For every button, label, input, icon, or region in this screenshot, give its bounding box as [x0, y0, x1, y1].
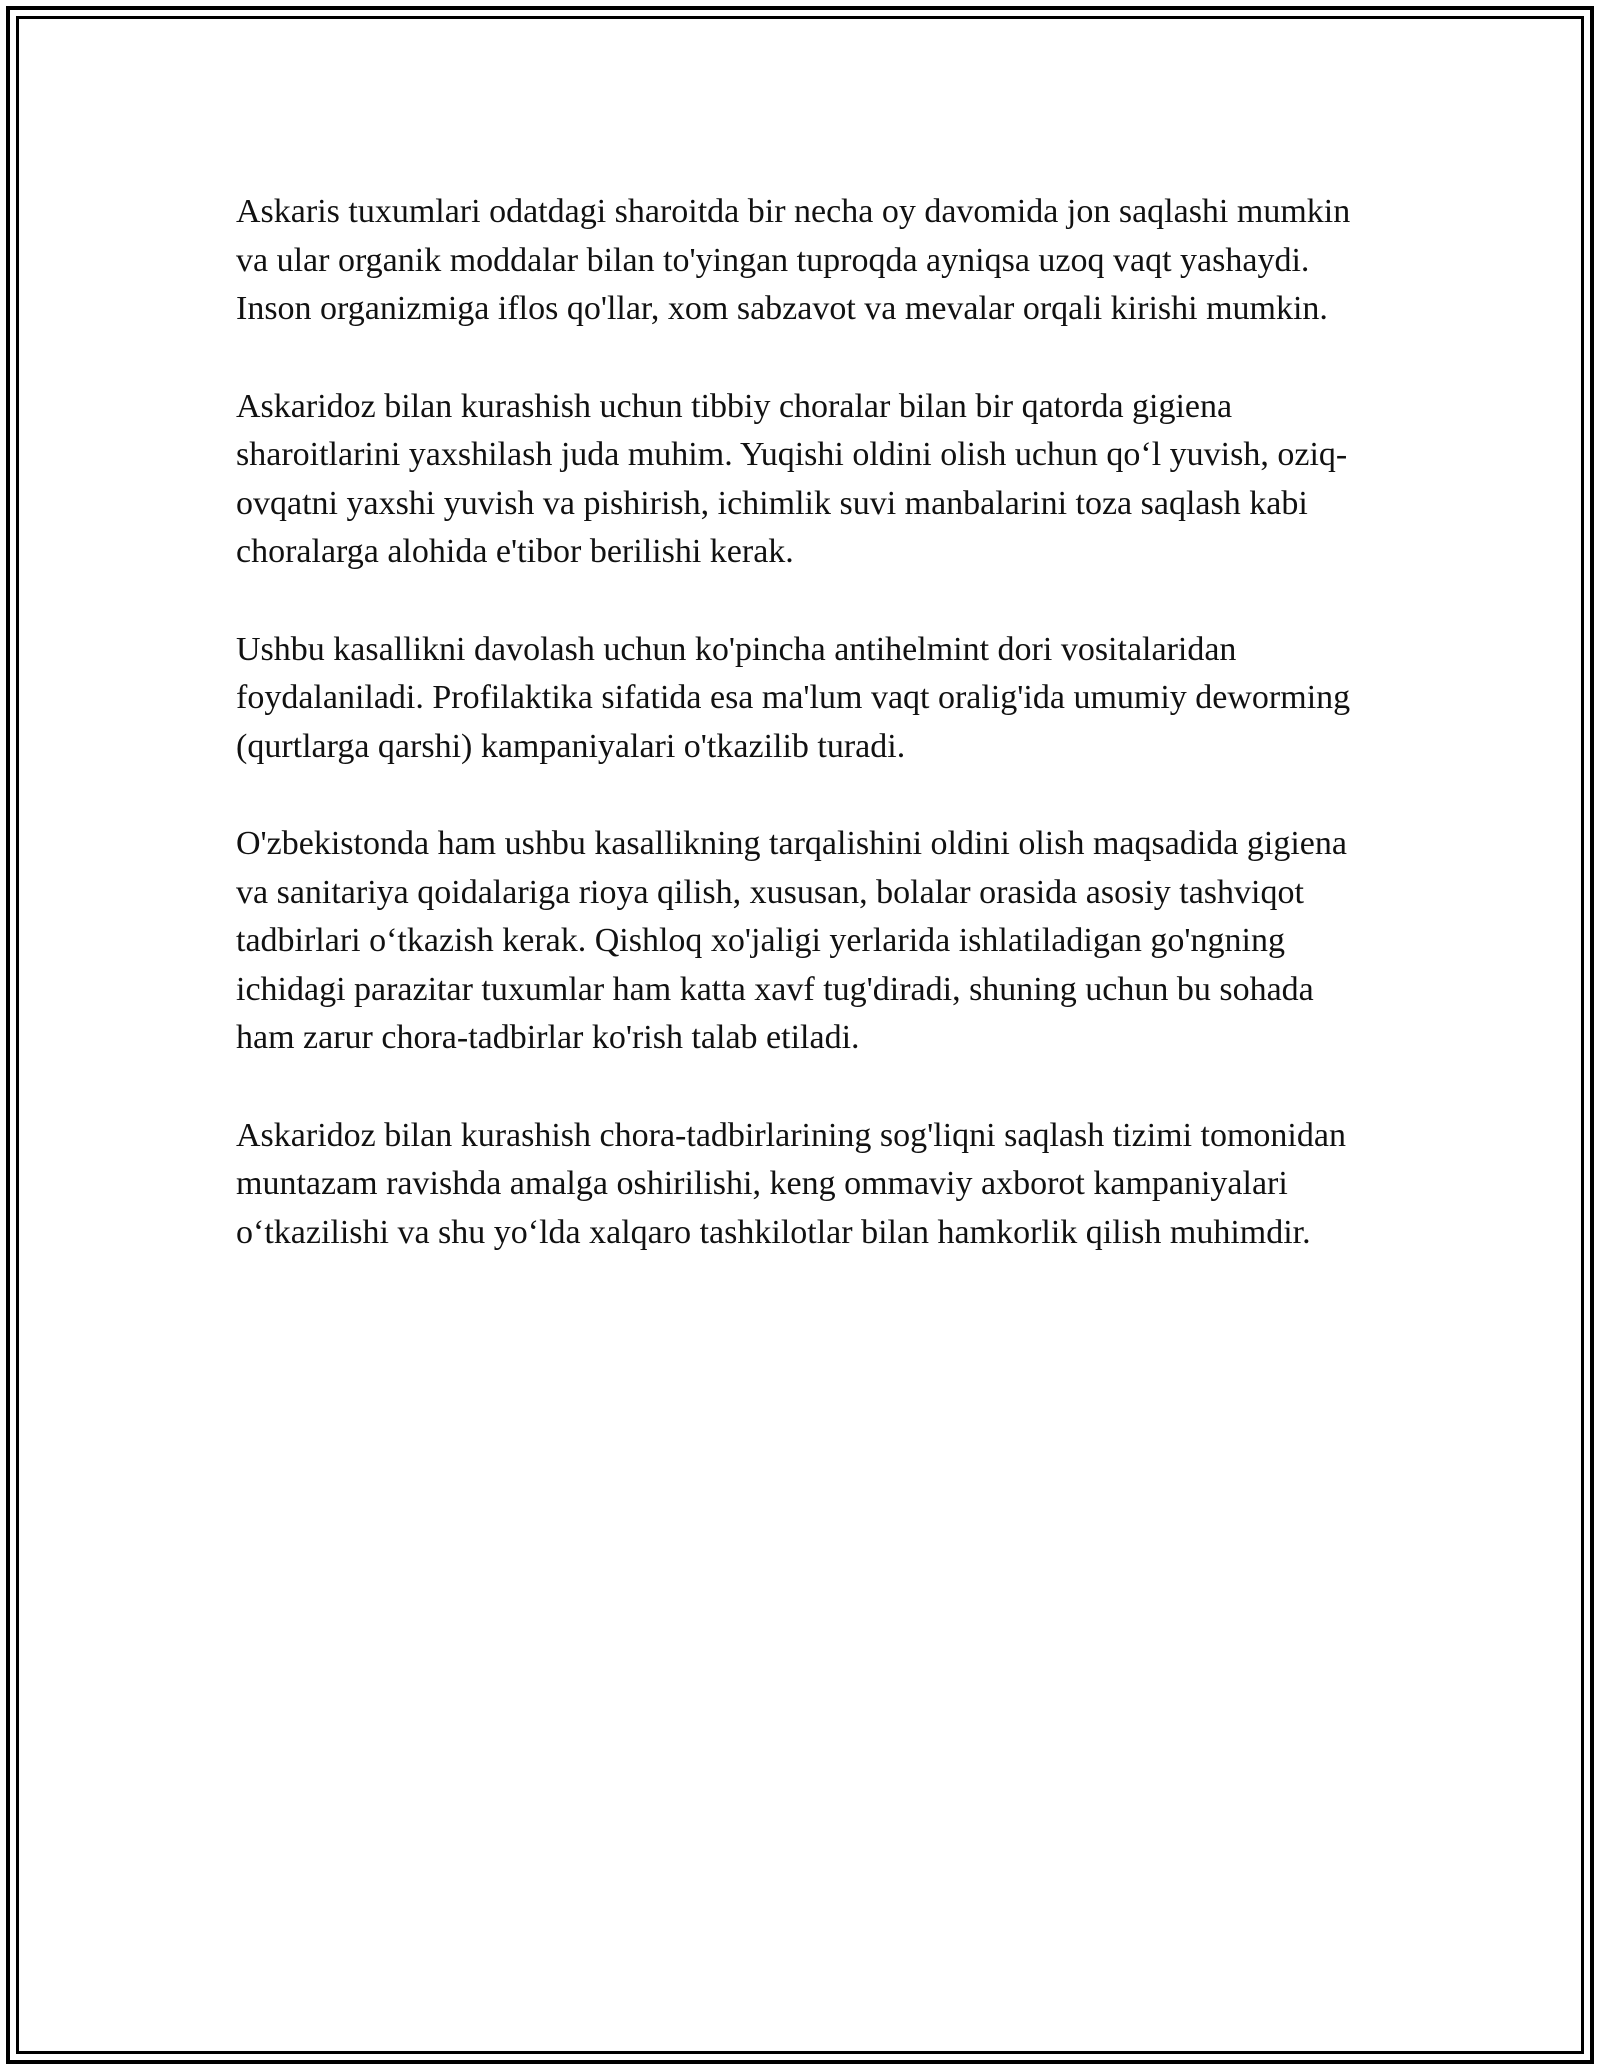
paragraph: O'zbekistonda ham ushbu kasallikning tarqalishini oldini olish maqsadida gigiena va sanitariya qoidalariga rioya qilish, xususan, bolalar orasida asosiy tashviqot tadbirlari o‘tkazish kerak. Qishloq xo'jaligi yerlarida ishlatiladigan go'ngning ichidagi parazitar tuxumlar ham katta xavf tug'diradi, shuning uchun bu sohada ham zarur chora-tadbirlar ko'rish talab etiladi.: [236, 825, 1347, 1056]
paragraph: Ushbu kasallikni davolash uchun ko'pincha antihelmint dori vositalaridan foydalaniladi. Profilaktika sifatida esa ma'lum vaqt oralig'ida umumiy deworming (qurtlarga qarshi) kampaniyalari o'tkazilib turadi.: [236, 630, 1351, 765]
paragraph: Askaridoz bilan kurashish chora-tadbirlarining sog'liqni saqlash tizimi tomonidan muntazam ravishda amalga oshirilishi, keng ommaviy axborot kampaniyalari o‘tkazilishi va shu yo‘lda xalqaro tashkilotlar bilan hamkorlik qilish muhimdir.: [236, 1116, 1346, 1251]
paragraph: Askaridoz bilan kurashish uchun tibbiy choralar bilan bir qatorda gigiena sharoitlarini yaxshilash juda muhim. Yuqishi oldini olish uchun qo‘l yuvish, oziq-ovqatni yaxshi yuvish va pishirish, ichimlik suvi manbalarini toza saqlash kabi choralarga alohida e'tibor berilishi kerak.: [236, 387, 1348, 570]
document-body: [236, 188, 1366, 1306]
paragraph: Askaris tuxumlari odatdagi sharoitda bir necha oy davomida jon saqlashi mumkin va ular organik moddalar bilan to'yingan tuproqda ayniqsa uzoq vaqt yashaydi. Inson organizmiga iflos qo'llar, xom sabzavot va mevalar orqali kirishi mumkin.: [236, 193, 1351, 327]
